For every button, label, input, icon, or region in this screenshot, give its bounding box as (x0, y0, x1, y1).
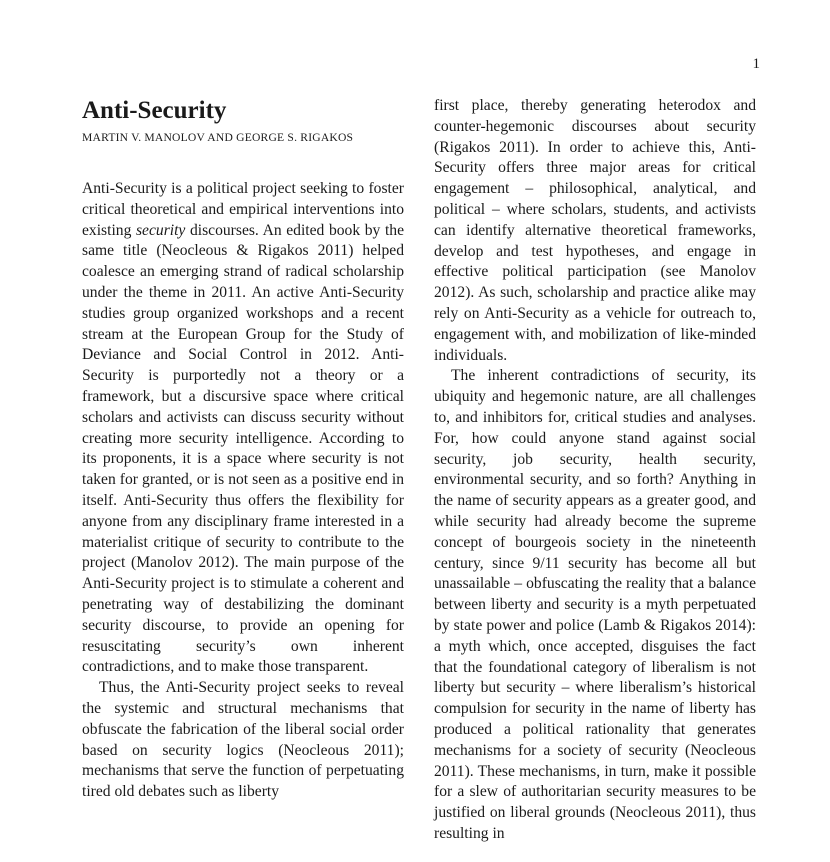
left-column (82, 96, 404, 803)
article-authors: MARTIN V. MANOLOV AND GEORGE S. RIGAKOS (82, 131, 354, 144)
article-title: Anti-Security (82, 97, 227, 124)
right-paragraph-1: first place, thereby generating heterodox and counter-hegemonic discourses about security (Rigakos 2011). In order to achieve this, Anti-Security offers three major areas for critical engagement – philosophical, analytical, and political – where scholars, students, and activists can identify alternative theoretical frameworks, develop and test hypotheses, and engage in effective political participation (see Manolov 2012). As such, scholarship and practice alike may rely on Anti-Security as a vehicle for outreach to, engagement with, and mobilization of like-minded individuals. (434, 97, 756, 364)
left-column-body (82, 179, 404, 803)
left-paragraph-1 (82, 179, 404, 678)
page-number: 1 (752, 56, 760, 72)
emphasis-security: security (135, 221, 186, 239)
left-paragraph-1-text-b: discourses. An edited book by the same title (Neocleous & Rigakos 2011) helped coalesce an emerging strand of radical scholarship under the theme in 2011. An active Anti-Security studies group organized workshops and a recent stream at the European Group for the Study of Deviance and Social Control in 2012. Anti-Security is purportedly not a theory or a framework, but a discursive space where critical scholars and activists can discuss security without creating more security intelligence. According to its proponents, it is a space where security is not taken for granted, or is not seen as a positive end in itself. Anti-Security thus offers the flexibility for anyone from any disciplinary frame interested in a materialist critique of security to contribute to the project (Manolov 2012). The main purpose of the Anti-Security project is to stimulate a coherent and penetrating way of destabilizing the dominant security discourse, to provide an opening for resuscitating security’s own inherent contradictions, and to make those transparent. (82, 221, 404, 676)
left-paragraph-1-text-a: Anti-Security is a political project seeking to foster critical theoretical and empirical interventions into existing (82, 180, 404, 239)
left-paragraph-2: Thus, the Anti-Security project seeks to reveal the systemic and structural mechanisms that obfuscate the fabrication of the liberal social order based on security logics (Neocleous 2011); mechanisms that serve the function of perpetuating tired old debates such as liberty (82, 679, 404, 801)
right-paragraph-2: The inherent contradictions of security, its ubiquity and hegemonic nature, are all challenges to, and inhibitors for, critical studies and analyses. For, how could anyone stand against social security, job security, health security, environmental security, and so forth? Anything in the name of security appears as a greater good, and while security had already become the supreme concept of bourgeois society in the nineteenth century, since 9/11 security has become all but unassailable – obfuscating the reality that a balance between liberty and security is a myth perpetuated by state power and police (Lamb & Rigakos 2014): a myth which, once accepted, disguises the fact that the foundational category of liberalism is not liberty but security – where liberalism’s historical compulsion for security in the name of liberty has produced a political rationality that generates mechanisms for a society of security (Neocleous 2011). These mechanisms, in turn, make it possible for a slew of authoritarian security measures to be justified on liberal grounds (Neocleous 2011), thus resulting in (434, 367, 756, 842)
right-column (434, 96, 756, 845)
